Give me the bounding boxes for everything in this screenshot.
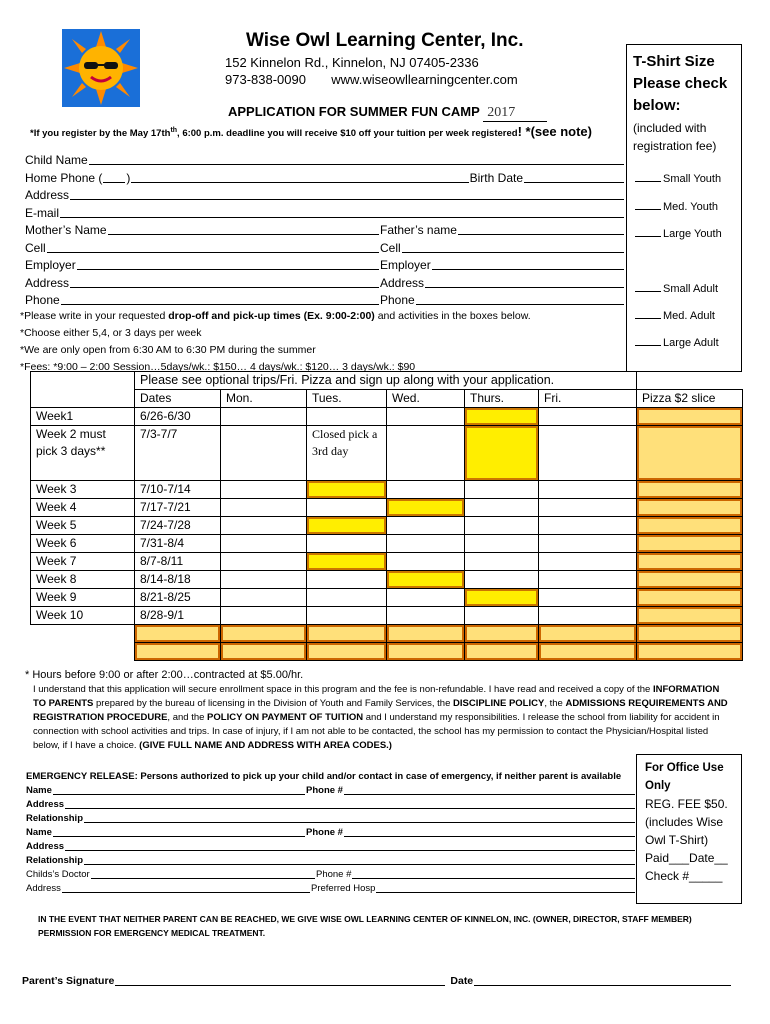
summary-cell[interactable]: [387, 643, 465, 661]
thurs-cell[interactable]: [465, 481, 539, 499]
home-phone-field[interactable]: [131, 170, 468, 183]
mother-employer-label: Employer: [25, 258, 76, 272]
week-dates: 7/24-7/28: [135, 517, 221, 535]
header-wed: Wed.: [387, 390, 465, 408]
mon-cell[interactable]: [221, 553, 307, 571]
father-cell-label: Cell: [380, 240, 401, 255]
promo-sup: th: [170, 126, 178, 134]
fri-cell[interactable]: [539, 408, 637, 426]
pizza-cell[interactable]: [637, 426, 743, 481]
tues-cell[interactable]: [307, 607, 387, 625]
week-dates: 7/3-7/7: [135, 426, 221, 481]
table-row: [31, 535, 743, 553]
contact1-phone-field[interactable]: [344, 784, 635, 795]
medical-permission: IN THE EVENT THAT NEITHER PARENT CAN BE REACHED, WE GIVE WISE OWL LEARNING CENTER OF KINNELON, INC. (OWNER, DIRECTOR, STAFF MEMBER) PERMISSION FOR EMERGENCY MEDICAL TREATMENT.: [38, 914, 692, 938]
agreement-p7: , and the: [167, 711, 208, 723]
application-year: 2017: [483, 105, 547, 122]
size-option[interactable]: [635, 337, 719, 349]
emergency-release: [26, 770, 636, 896]
area-code-field[interactable]: [103, 170, 125, 183]
closed-note: Closed pick a 3rd day: [307, 426, 387, 481]
schedule-caption: Please see optional trips/Fri. Pizza and sign up along with your application.: [135, 372, 637, 390]
thurs-cell[interactable]: [465, 535, 539, 553]
agreement-p8: POLICY ON PAYMENT OF TUITION: [207, 711, 364, 723]
week-dates: 8/14-8/18: [135, 571, 221, 589]
wed-cell[interactable]: [387, 589, 465, 607]
address-label: Address: [25, 188, 70, 202]
signature-row: [22, 975, 732, 987]
signature-field[interactable]: [115, 975, 445, 986]
tues-cell[interactable]: [307, 571, 387, 589]
week-dates: 8/28-9/1: [135, 607, 221, 625]
fri-cell[interactable]: [539, 607, 637, 625]
father-name-label: Father’s name: [380, 223, 457, 237]
summary-cell[interactable]: [637, 643, 743, 661]
contact1-phone-label: Phone #: [306, 785, 343, 796]
contact2-name-field[interactable]: [53, 826, 305, 837]
promo-tail: ! *(see note): [517, 124, 592, 139]
wed-cell[interactable]: [387, 517, 465, 535]
agreement-p3: prepared by the bureau of licensing in the Division of Youth and Family Services, the: [93, 697, 453, 709]
header-thurs: Thurs.: [465, 390, 539, 408]
header-tues: Tues.: [307, 390, 387, 408]
contact2-address-label: Address: [26, 841, 65, 852]
date-field[interactable]: [474, 975, 731, 986]
size-label: Large Adult: [663, 337, 719, 349]
contact1-relationship-label: Relationship: [26, 813, 84, 824]
mother-address-label: Address: [25, 275, 70, 290]
agreement-p9: and I understand my responsibilities. I release the school from liability for accident in connection with school activities and trips. In case of injury, if I am not able to be contacted, the school has my permission to contact the Physician/Hospital listed below, if I have a choice.: [33, 711, 720, 751]
pizza-cell[interactable]: [637, 535, 743, 553]
birth-date-field[interactable]: [524, 170, 624, 183]
wed-cell[interactable]: [387, 481, 465, 499]
wed-cell[interactable]: [387, 426, 465, 481]
signature-label: Parent’s Signature: [22, 975, 115, 987]
week-label: Week1: [31, 408, 135, 426]
mother-name-field[interactable]: [108, 222, 379, 235]
size-label: Large Youth: [663, 228, 722, 240]
tues-cell[interactable]: [307, 535, 387, 553]
header-dates: Dates: [135, 390, 221, 408]
week-label: Week 5: [31, 517, 135, 535]
office-includes: (includes Wise Owl T-Shirt): [645, 815, 724, 847]
doctor-address-label: Address: [26, 883, 61, 894]
child-info-form: [25, 152, 625, 310]
mother-phone-field[interactable]: [61, 292, 379, 305]
date-label: Date: [450, 975, 474, 987]
week-label: Week 7: [31, 553, 135, 571]
header-pizza: Pizza $2 slice: [637, 390, 743, 408]
org-phone: 973-838-0090: [225, 72, 306, 87]
note-1c: and activities in the boxes below.: [374, 310, 531, 322]
table-row: [31, 499, 743, 517]
week-label: Week 6: [31, 535, 135, 553]
father-phone-field[interactable]: [416, 292, 624, 305]
size-label: Med. Youth: [663, 201, 719, 213]
table-row: [31, 408, 743, 426]
father-cell-field[interactable]: [402, 240, 624, 253]
pizza-cell[interactable]: [637, 499, 743, 517]
father-name-field[interactable]: [458, 222, 624, 235]
pizza-cell[interactable]: [637, 571, 743, 589]
week-header: [31, 390, 135, 408]
mon-cell[interactable]: [221, 535, 307, 553]
pizza-cell[interactable]: [637, 517, 743, 535]
email-label: E-mail: [25, 205, 60, 220]
wed-cell[interactable]: [387, 571, 465, 589]
tshirt-title: T-Shirt Size: [633, 53, 715, 70]
fri-cell[interactable]: [539, 499, 637, 517]
summary-cell[interactable]: [135, 625, 221, 643]
mon-cell[interactable]: [221, 499, 307, 517]
office-use-box: [636, 754, 742, 904]
spacer-cell: [637, 372, 743, 390]
mother-cell-label: Cell: [25, 240, 46, 255]
doctor-address-field[interactable]: [62, 882, 310, 893]
org-website: www.wiseowllearningcenter.com: [331, 72, 518, 87]
size-option[interactable]: [635, 201, 718, 213]
summary-row: [31, 643, 743, 661]
thurs-cell[interactable]: [465, 499, 539, 517]
pizza-cell[interactable]: [637, 589, 743, 607]
sun-owl-logo: [62, 29, 140, 107]
contact2-phone-label: Phone #: [306, 827, 343, 838]
fri-cell[interactable]: [539, 571, 637, 589]
size-label: Med. Adult: [663, 310, 715, 322]
note-1a: *Please write in your requested: [20, 310, 169, 322]
fri-cell[interactable]: [539, 481, 637, 499]
contact2-relationship-field[interactable]: [84, 854, 635, 865]
org-address: [225, 54, 518, 88]
header-fri: Fri.: [539, 390, 637, 408]
fri-cell[interactable]: [539, 426, 637, 481]
contact2-address-field[interactable]: [65, 840, 635, 851]
agreement-p1: I understand that this application will secure enrollment space in this program and the fee is non-refundable. I have read and received a copy of the: [33, 683, 653, 695]
size-option[interactable]: [635, 310, 715, 322]
mon-cell[interactable]: [221, 426, 307, 481]
summary-cell[interactable]: [637, 625, 743, 643]
agreement-p4: DISCIPLINE POLICY: [453, 697, 545, 709]
tues-cell[interactable]: [307, 553, 387, 571]
mon-cell[interactable]: [221, 571, 307, 589]
wed-cell[interactable]: [387, 607, 465, 625]
fri-cell[interactable]: [539, 535, 637, 553]
note-4: *Fees: *9:00 – 2:00 Session…5days/wk.: $150… 4 days/wk.: $120… 3 days/wk.: $90: [20, 361, 416, 373]
blank-cell: [31, 643, 135, 661]
home-phone-label: Home Phone (: [25, 170, 103, 185]
promo-note: [30, 124, 592, 139]
week-label: Week 4: [31, 499, 135, 517]
mon-cell[interactable]: [221, 589, 307, 607]
week-dates: 6/26-6/30: [135, 408, 221, 426]
pizza-cell[interactable]: [637, 408, 743, 426]
street-address: 152 Kinnelon Rd., Kinnelon, NJ 07405-2336: [225, 55, 479, 70]
tshirt-note: (included with registration fee): [633, 121, 717, 153]
home-phone-close: ): [126, 170, 131, 185]
mother-cell-field[interactable]: [47, 240, 379, 253]
child-name-label: Child Name: [25, 153, 88, 167]
contact1-name-field[interactable]: [53, 784, 305, 795]
summary-cell[interactable]: [387, 625, 465, 643]
summary-cell[interactable]: [465, 643, 539, 661]
agreement-p10: (GIVE FULL NAME AND ADDRESS WITH AREA CODES.): [139, 739, 392, 751]
table-row: [31, 426, 743, 481]
wed-cell[interactable]: [387, 535, 465, 553]
tues-cell[interactable]: [307, 589, 387, 607]
fri-cell[interactable]: [539, 589, 637, 607]
doctor-field[interactable]: [91, 868, 315, 879]
father-phone-label: Phone: [380, 293, 415, 307]
note-2: *Choose either 5,4, or 3 days per week: [20, 327, 202, 339]
wed-cell[interactable]: [387, 553, 465, 571]
agreement-p6: ADMISSIONS REQUIREMENTS AND REGISTRATION PROCEDURE: [33, 697, 728, 723]
doctor-phone-field[interactable]: [352, 868, 635, 879]
mon-cell[interactable]: [221, 408, 307, 426]
thurs-cell[interactable]: [465, 571, 539, 589]
week-label: Week 10: [31, 607, 135, 625]
tshirt-please-check: Please check: [633, 75, 728, 92]
contact1-relationship-field[interactable]: [84, 812, 635, 823]
table-row: [31, 481, 743, 499]
week-dates: 7/10-7/14: [135, 481, 221, 499]
pizza-cell[interactable]: [637, 553, 743, 571]
week-dates: 8/7-8/11: [135, 553, 221, 571]
father-address-field[interactable]: [425, 275, 624, 288]
agreement-p5: , the: [544, 697, 566, 709]
size-label: Small Youth: [663, 173, 722, 185]
thurs-cell[interactable]: [465, 589, 539, 607]
note-1b: drop-off and pick-up times (Ex. 9:00-2:00): [168, 310, 375, 322]
mon-cell[interactable]: [221, 607, 307, 625]
fri-cell[interactable]: [539, 517, 637, 535]
promo-text: *If you register by the May 17th: [30, 128, 171, 139]
week-label: Week 3: [31, 481, 135, 499]
summary-cell[interactable]: [307, 625, 387, 643]
hospital-field[interactable]: [376, 882, 635, 893]
mother-phone-label: Phone: [25, 293, 60, 307]
thurs-cell[interactable]: [465, 426, 539, 481]
promo-text-2: , 6:00 p.m. deadline you will receive $10 off your tuition per week registered: [177, 128, 518, 139]
thurs-cell[interactable]: [465, 517, 539, 535]
tshirt-below: below:: [633, 97, 681, 114]
contact1-address-field[interactable]: [65, 798, 635, 809]
tues-cell[interactable]: [307, 408, 387, 426]
birth-date-label: Birth Date: [469, 170, 523, 185]
week-label: Week 2 must pick 3 days**: [31, 426, 135, 481]
mon-cell[interactable]: [221, 481, 307, 499]
thurs-cell[interactable]: [465, 553, 539, 571]
summary-row: [31, 625, 743, 643]
tshirt-size-box: [626, 44, 742, 372]
mother-employer-field[interactable]: [77, 257, 379, 270]
mon-cell[interactable]: [221, 517, 307, 535]
emergency-title: EMERGENCY RELEASE: Persons authorized to pick up your child and/or contact in case of emergency, if neither parent is available: [26, 771, 622, 782]
summary-cell[interactable]: [221, 643, 307, 661]
note-3: *We are only open from 6:30 AM to 6:30 PM during the summer: [20, 344, 316, 356]
application-title: [228, 104, 547, 122]
agreement-p2: INFORMATION TO PARENTS: [33, 683, 720, 709]
size-option[interactable]: [635, 283, 718, 295]
mother-address-field[interactable]: [70, 275, 379, 288]
thurs-cell[interactable]: [465, 607, 539, 625]
father-employer-label: Employer: [380, 258, 431, 272]
hours-note: * Hours before 9:00 or after 2:00…contracted at $5.00/hr.: [25, 669, 304, 681]
summary-cell[interactable]: [307, 643, 387, 661]
child-name-field[interactable]: [89, 152, 624, 165]
table-row: [31, 571, 743, 589]
email-field[interactable]: [60, 205, 624, 218]
summary-cell[interactable]: [135, 643, 221, 661]
thurs-cell[interactable]: [465, 408, 539, 426]
office-paid: Paid___Date__: [645, 851, 728, 865]
table-row: [31, 607, 743, 625]
corner-cell: [31, 372, 135, 390]
table-row: [31, 517, 743, 535]
summary-cell[interactable]: [539, 643, 637, 661]
pizza-cell[interactable]: [637, 481, 743, 499]
blank-cell: [31, 625, 135, 643]
doctor-phone-label: Phone #: [316, 869, 352, 880]
hospital-label: Preferred Hosp: [311, 883, 376, 894]
size-option[interactable]: [635, 228, 722, 240]
contact1-name-label: Name: [26, 785, 52, 796]
contact2-name-label: Name: [26, 827, 52, 838]
size-option[interactable]: [635, 173, 721, 185]
table-header-row: [31, 390, 743, 408]
week-label: Week 8: [31, 571, 135, 589]
table-row: [31, 553, 743, 571]
week-dates: 7/31-8/4: [135, 535, 221, 553]
schedule-table: [30, 371, 743, 661]
address-field[interactable]: [70, 187, 624, 200]
summary-cell[interactable]: [539, 625, 637, 643]
office-fee: REG. FEE $50.: [645, 797, 728, 811]
org-name: Wise Owl Learning Center, Inc.: [246, 30, 524, 51]
wed-cell[interactable]: [387, 499, 465, 517]
father-address-label: Address: [380, 275, 425, 290]
summary-cell[interactable]: [465, 625, 539, 643]
summary-cell[interactable]: [221, 625, 307, 643]
contact2-relationship-label: Relationship: [26, 855, 84, 866]
week-label: Week 9: [31, 589, 135, 607]
father-employer-field[interactable]: [432, 257, 624, 270]
wed-cell[interactable]: [387, 408, 465, 426]
application-title-text: APPLICATION FOR SUMMER FUN CAMP: [228, 104, 480, 119]
office-check: Check #_____: [645, 869, 723, 883]
doctor-label: Childs’s Doctor: [26, 869, 90, 880]
agreement-text: [25, 668, 730, 753]
office-title: For Office Use: [645, 762, 724, 774]
mother-name-label: Mother’s Name: [25, 223, 107, 237]
table-row: [31, 589, 743, 607]
tues-cell[interactable]: [307, 481, 387, 499]
office-title-2: Only: [645, 780, 671, 792]
week-dates: 7/17-7/21: [135, 499, 221, 517]
contact2-phone-field[interactable]: [344, 826, 635, 837]
tues-cell[interactable]: [307, 499, 387, 517]
contact1-address-label: Address: [26, 799, 65, 810]
pizza-cell[interactable]: [637, 607, 743, 625]
week-dates: 8/21-8/25: [135, 589, 221, 607]
fri-cell[interactable]: [539, 553, 637, 571]
size-label: Small Adult: [663, 283, 719, 295]
header-mon: Mon.: [221, 390, 307, 408]
tues-cell[interactable]: [307, 517, 387, 535]
instructions: [20, 308, 531, 376]
